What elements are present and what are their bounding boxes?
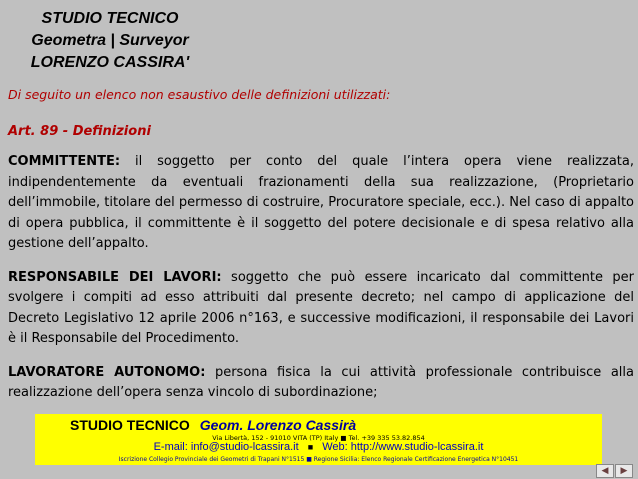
definition-text: persona fisica la cui attività professionale contribuisce alla realizzazione dell’opera senza vincolo di subordinazione; xyxy=(8,364,634,400)
footer-contacts xyxy=(35,441,602,453)
definition-term: RESPONSABILE DEI LAVORI: xyxy=(8,269,222,285)
intro-text: Di seguito un elenco non esaustivo delle definizioni utilizzati: xyxy=(8,87,391,102)
footer-title xyxy=(70,417,356,433)
header-line2: Geometra | Surveyor xyxy=(31,32,189,49)
definition-term: LAVORATORE AUTONOMO: xyxy=(8,364,206,380)
web-label: Web: xyxy=(322,441,348,453)
separator-icon: ■ xyxy=(307,442,314,452)
definition-committente xyxy=(8,152,634,255)
web-link[interactable]: http://www.studio-lcassira.it xyxy=(350,441,484,453)
definition-lavoratore xyxy=(8,363,634,404)
definition-text: il soggetto per conto del quale l’intera opera viene realizzata, indipendentemente da eventuali frazionamenti della sua realizzazione, (Proprietario dell’immobile, titolare del permesso di costruire, Procuratore speciale, ecc.). Nel caso di appalto di opera pubblica, il committente è il soggetto del potere decisionale e di spesa relativo alla gestione dell’appalto. xyxy=(8,154,634,251)
definition-responsabile xyxy=(8,268,634,350)
email-label: E-mail: xyxy=(153,441,188,453)
next-slide-button[interactable] xyxy=(615,464,633,478)
article-heading: Art. 89 - Definizioni xyxy=(8,124,151,139)
header-line3: LORENZO CASSIRA' xyxy=(30,54,190,71)
definitions-body xyxy=(8,152,634,417)
definition-text: soggetto che può essere incaricato dal committente per svolgere i compiti ad esso attribuiti dal presente decreto; nel campo di applicazione del Decreto Legislativo 12 aprile 2006 n°163, e successive modificazioni, il responsabile dei Lavori è il Responsabile del Procedimento. xyxy=(8,269,634,346)
footer-studio: STUDIO TECNICO xyxy=(70,417,190,433)
chevron-left-icon: ◀ xyxy=(601,466,609,476)
footer-geom: Geom. Lorenzo Cassirà xyxy=(199,417,357,433)
email-link[interactable]: info@studio-lcassira.it xyxy=(190,441,299,453)
header-line1: STUDIO TECNICO xyxy=(41,10,179,27)
footer-registration: Iscrizione Collegio Provinciale dei Geometri di Trapani N°1515 ■ Regione Sicilia: Elenco Regionale Certificazione Energetica N°10451 xyxy=(118,456,519,463)
footer-banner xyxy=(35,414,602,465)
definition-term: COMMITTENTE: xyxy=(8,154,121,169)
chevron-right-icon: ▶ xyxy=(620,466,628,476)
footer-address: Via Libertà, 152 - 91010 VITA (TP) Italy ■ Tel. +39 335 53.82.854 xyxy=(212,434,425,442)
header-block xyxy=(0,8,220,74)
previous-slide-button[interactable] xyxy=(596,464,614,478)
